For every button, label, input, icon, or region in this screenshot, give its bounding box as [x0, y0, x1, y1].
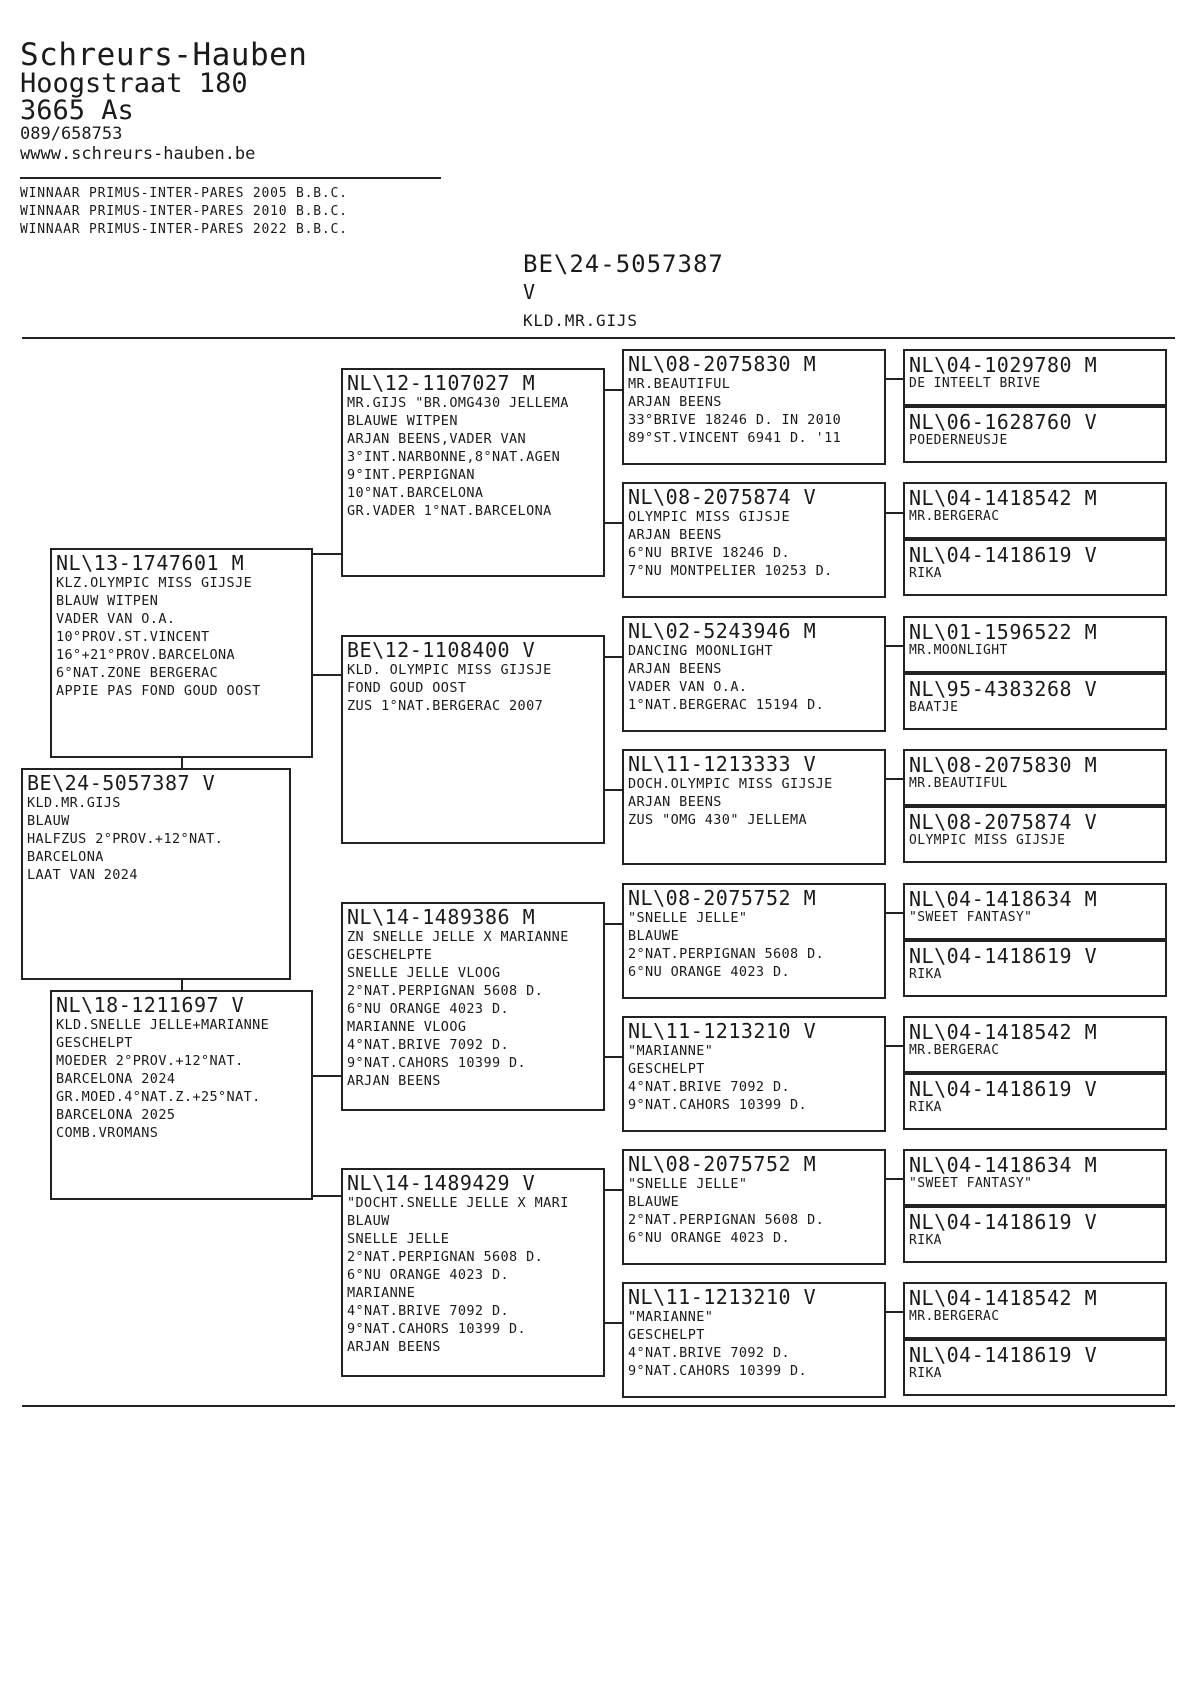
pedigree-line: 9°NAT.CAHORS 10399 D.	[347, 1321, 527, 1337]
pedigree-line: 4°NAT.BRIVE 7092 D.	[628, 1079, 791, 1095]
pedigree-line: 6°NAT.ZONE BERGERAC	[56, 665, 219, 681]
pedigree-line: 16°+21°PROV.BARCELONA	[56, 647, 236, 663]
header-rule	[20, 177, 441, 179]
connector-line	[603, 522, 623, 524]
pedigree-line: "SNELLE JELLE"	[628, 1176, 748, 1192]
award-line: WINNAAR PRIMUS-INTER-PARES 2010 B.B.C.	[20, 204, 348, 219]
pedigree-line: 2°NAT.PERPIGNAN 5608 D.	[628, 946, 825, 962]
breeder-name: Schreurs-Hauben	[20, 37, 308, 73]
awards-list	[20, 185, 348, 239]
pedigree-line: 4°NAT.BRIVE 7092 D.	[628, 1345, 791, 1361]
pedigree-line: "DOCHT.SNELLE JELLE X MARI	[347, 1195, 569, 1211]
pedigree-box-gen4	[903, 940, 1167, 997]
ring-number: NL\04-1418619 V	[909, 1343, 1098, 1367]
ring-number: NL\06-1628760 V	[909, 410, 1098, 434]
pedigree-line: FOND GOUD OOST	[347, 680, 467, 696]
connector-line	[885, 778, 905, 780]
pedigree-line: RIKA	[909, 1366, 942, 1381]
ring-number: NL\08-2075830 M	[909, 753, 1098, 777]
pedigree-box-gen4	[903, 1339, 1167, 1396]
pedigree-line: MR.BEAUTIFUL	[909, 776, 1008, 791]
pedigree-box-gen4	[903, 749, 1167, 806]
connector-line	[603, 1056, 623, 1058]
pedigree-box-gen4	[903, 673, 1167, 730]
pedigree-line: BLAUW	[347, 1213, 390, 1229]
pedigree-line: COMB.VROMANS	[56, 1125, 159, 1141]
pedigree-line: MR.MOONLIGHT	[909, 643, 1008, 658]
pedigree-line: ZUS 1°NAT.BERGERAC 2007	[347, 698, 544, 714]
ring-number: NL\01-1596522 M	[909, 620, 1098, 644]
connector-line	[885, 912, 905, 914]
pedigree-box-father	[50, 548, 313, 758]
pedigree-line: "SNELLE JELLE"	[628, 910, 748, 926]
pedigree-line: OLYMPIC MISS GIJSJE	[628, 509, 791, 525]
pedigree-line: RIKA	[909, 967, 942, 982]
ring-number: NL\14-1489386 M	[347, 905, 536, 929]
ring-number: NL\11-1213333 V	[628, 752, 817, 776]
pedigree-line: GESCHELPT	[628, 1327, 705, 1343]
pedigree-box-grandmother-maternal	[341, 1168, 605, 1377]
pedigree-box-mother	[50, 990, 313, 1200]
subject-sex: V	[523, 280, 536, 304]
pedigree-line: DE INTEELT BRIVE	[909, 376, 1041, 391]
pedigree-line: 10°PROV.ST.VINCENT	[56, 629, 210, 645]
ring-number: NL\95-4383268 V	[909, 677, 1098, 701]
ring-number: NL\04-1418619 V	[909, 1210, 1098, 1234]
pedigree-line: 33°BRIVE 18246 D. IN 2010	[628, 412, 842, 428]
pedigree-box-gen4	[903, 1282, 1167, 1339]
pedigree-line: 2°NAT.PERPIGNAN 5608 D.	[347, 983, 544, 999]
connector-line	[885, 1311, 905, 1313]
top-divider	[22, 337, 1175, 339]
connector-line	[885, 378, 905, 380]
pedigree-line: GESCHELPT	[56, 1035, 133, 1051]
ring-number: NL\18-1211697 V	[56, 993, 245, 1017]
pedigree-line: GESCHELPTE	[347, 947, 433, 963]
pedigree-line: BLAUWE WITPEN	[347, 413, 458, 429]
connector-line	[885, 1178, 905, 1180]
ring-number: NL\04-1418634 M	[909, 887, 1098, 911]
pedigree-line: 7°NU MONTPELIER 10253 D.	[628, 563, 833, 579]
pedigree-line: MARIANNE VLOOG	[347, 1019, 467, 1035]
award-line: WINNAAR PRIMUS-INTER-PARES 2005 B.B.C.	[20, 186, 348, 201]
pedigree-line: DOCH.OLYMPIC MISS GIJSJE	[628, 776, 833, 792]
ring-number: NL\04-1418634 M	[909, 1153, 1098, 1177]
pedigree-box-gen3	[622, 1016, 886, 1132]
pedigree-line: 2°NAT.PERPIGNAN 5608 D.	[628, 1212, 825, 1228]
pedigree-line: 6°NU BRIVE 18246 D.	[628, 545, 791, 561]
pedigree-line: SNELLE JELLE VLOOG	[347, 965, 501, 981]
bottom-divider	[22, 1405, 1175, 1407]
pedigree-line: VADER VAN O.A.	[56, 611, 176, 627]
pedigree-line: MR.GIJS "BR.OMG430 JELLEMA	[347, 395, 569, 411]
pedigree-line: 6°NU ORANGE 4023 D.	[628, 1230, 791, 1246]
pedigree-box-gen4	[903, 482, 1167, 539]
pedigree-line: "MARIANNE"	[628, 1309, 714, 1325]
award-line: WINNAAR PRIMUS-INTER-PARES 2022 B.B.C.	[20, 222, 348, 237]
pedigree-line: MR.BEAUTIFUL	[628, 376, 731, 392]
pedigree-line: GESCHELPT	[628, 1061, 705, 1077]
ring-number: NL\12-1107027 M	[347, 371, 536, 395]
pedigree-line: 4°NAT.BRIVE 7092 D.	[347, 1037, 510, 1053]
pedigree-line: ARJAN BEENS,VADER VAN	[347, 431, 527, 447]
connector-line	[311, 1195, 343, 1197]
ring-number: NL\08-2075874 V	[909, 810, 1098, 834]
pedigree-box-grandfather-paternal	[341, 368, 605, 577]
pedigree-line: 9°INT.PERPIGNAN	[347, 467, 475, 483]
pedigree-line: RIKA	[909, 1100, 942, 1115]
subject-name: KLD.MR.GIJS	[523, 311, 638, 330]
pedigree-line: ARJAN BEENS	[347, 1073, 441, 1089]
pedigree-line: BLAUW	[27, 813, 70, 829]
pedigree-line: BLAUWE	[628, 1194, 680, 1210]
pedigree-line: MR.BERGERAC	[909, 509, 1000, 524]
pedigree-line: 2°NAT.PERPIGNAN 5608 D.	[347, 1249, 544, 1265]
breeder-website: wwww.schreurs-hauben.be	[20, 144, 256, 164]
connector-line	[603, 656, 623, 658]
pedigree-line: ARJAN BEENS	[628, 394, 722, 410]
pedigree-line: MARIANNE	[347, 1285, 416, 1301]
ring-number: BE\24-5057387 V	[27, 771, 216, 795]
pedigree-line: "MARIANNE"	[628, 1043, 714, 1059]
breeder-header	[20, 37, 308, 164]
ring-number: NL\08-2075830 M	[628, 352, 817, 376]
connector-line	[885, 645, 905, 647]
pedigree-line: ARJAN BEENS	[628, 527, 722, 543]
connector-line	[181, 980, 183, 990]
pedigree-box-gen4	[903, 406, 1167, 463]
pedigree-box-pigeon	[21, 768, 291, 980]
pedigree-line: RIKA	[909, 566, 942, 581]
pedigree-line: APPIE PAS FOND GOUD OOST	[56, 683, 261, 699]
pedigree-line: ARJAN BEENS	[628, 794, 722, 810]
pedigree-line: ZN SNELLE JELLE X MARIANNE	[347, 929, 569, 945]
connector-line	[311, 1075, 343, 1077]
pedigree-box-gen3	[622, 749, 886, 865]
ring-number: NL\11-1213210 V	[628, 1019, 817, 1043]
pedigree-line: KLZ.OLYMPIC MISS GIJSJE	[56, 575, 253, 591]
pedigree-box-gen3	[622, 1149, 886, 1265]
ring-number: NL\04-1029780 M	[909, 353, 1098, 377]
pedigree-line: 9°NAT.CAHORS 10399 D.	[628, 1097, 808, 1113]
pedigree-line: BARCELONA	[27, 849, 104, 865]
pedigree-line: KLD.MR.GIJS	[27, 795, 121, 811]
connector-line	[311, 674, 343, 676]
pedigree-line: MR.BERGERAC	[909, 1309, 1000, 1324]
subject-ring: BE\24-5057387	[523, 250, 724, 278]
pedigree-line: MR.BERGERAC	[909, 1043, 1000, 1058]
pedigree-box-gen4	[903, 883, 1167, 940]
breeder-street: Hoogstraat 180	[20, 68, 248, 99]
connector-line	[603, 1189, 623, 1191]
ring-number: NL\04-1418619 V	[909, 1077, 1098, 1101]
pedigree-line: LAAT VAN 2024	[27, 867, 138, 883]
pedigree-line: 6°NU ORANGE 4023 D.	[347, 1001, 510, 1017]
pedigree-box-grandmother-paternal	[341, 635, 605, 844]
pedigree-line: HALFZUS 2°PROV.+12°NAT.	[27, 831, 224, 847]
pedigree-line: RIKA	[909, 1233, 942, 1248]
pedigree-box-gen4	[903, 806, 1167, 863]
ring-number: NL\08-2075874 V	[628, 485, 817, 509]
pedigree-line: BARCELONA 2024	[56, 1071, 176, 1087]
breeder-city: 3665 As	[20, 95, 134, 126]
pedigree-line: 3°INT.NARBONNE,8°NAT.AGEN	[347, 449, 561, 465]
ring-number: NL\04-1418619 V	[909, 944, 1098, 968]
pedigree-box-gen3	[622, 1282, 886, 1398]
pedigree-box-gen4	[903, 539, 1167, 596]
pedigree-line: 1°NAT.BERGERAC 15194 D.	[628, 697, 825, 713]
pedigree-line: KLD.SNELLE JELLE+MARIANNE	[56, 1017, 270, 1033]
pedigree-box-gen4	[903, 349, 1167, 406]
pedigree-line: BAATJE	[909, 700, 959, 715]
pedigree-line: KLD. OLYMPIC MISS GIJSJE	[347, 662, 552, 678]
ring-number: NL\14-1489429 V	[347, 1171, 536, 1195]
ring-number: NL\11-1213210 V	[628, 1285, 817, 1309]
pedigree-box-gen4	[903, 1206, 1167, 1263]
ring-number: NL\04-1418542 M	[909, 1020, 1098, 1044]
connector-line	[885, 512, 905, 514]
ring-number: NL\04-1418542 M	[909, 486, 1098, 510]
pedigree-box-gen3	[622, 616, 886, 732]
ring-number: NL\08-2075752 M	[628, 886, 817, 910]
pedigree-line: POEDERNEUSJE	[909, 433, 1008, 448]
pedigree-line: 10°NAT.BARCELONA	[347, 485, 484, 501]
pedigree-line: ARJAN BEENS	[628, 661, 722, 677]
pedigree-line: GR.MOED.4°NAT.Z.+25°NAT.	[56, 1089, 261, 1105]
pedigree-box-gen3	[622, 883, 886, 999]
ring-number: NL\08-2075752 M	[628, 1152, 817, 1176]
connector-line	[885, 1045, 905, 1047]
ring-number: NL\02-5243946 M	[628, 619, 817, 643]
connector-line	[603, 389, 623, 391]
pedigree-line: GR.VADER 1°NAT.BARCELONA	[347, 503, 552, 519]
ring-number: BE\12-1108400 V	[347, 638, 536, 662]
pedigree-line: DANCING MOONLIGHT	[628, 643, 773, 659]
pedigree-line: OLYMPIC MISS GIJSJE	[909, 833, 1066, 848]
pedigree-line: "SWEET FANTASY"	[909, 910, 1033, 925]
pedigree-line: ZUS "OMG 430" JELLEMA	[628, 812, 808, 828]
connector-line	[603, 789, 623, 791]
ring-number: NL\04-1418542 M	[909, 1286, 1098, 1310]
subject-block	[523, 250, 724, 336]
ring-number: NL\04-1418619 V	[909, 543, 1098, 567]
breeder-phone: 089/658753	[20, 124, 123, 144]
connector-line	[603, 923, 623, 925]
connector-line	[603, 1322, 623, 1324]
pedigree-line: 6°NU ORANGE 4023 D.	[628, 964, 791, 980]
pedigree-line: BLAUWE	[628, 928, 680, 944]
pedigree-box-gen3	[622, 482, 886, 598]
pedigree-line: BARCELONA 2025	[56, 1107, 176, 1123]
pedigree-line: 9°NAT.CAHORS 10399 D.	[347, 1055, 527, 1071]
pedigree-line: MOEDER 2°PROV.+12°NAT.	[56, 1053, 244, 1069]
pedigree-box-gen4	[903, 1149, 1167, 1206]
pedigree-line: "SWEET FANTASY"	[909, 1176, 1033, 1191]
pedigree-line: 9°NAT.CAHORS 10399 D.	[628, 1363, 808, 1379]
pedigree-line: 89°ST.VINCENT 6941 D. '11	[628, 430, 842, 446]
pedigree-line: 6°NU ORANGE 4023 D.	[347, 1267, 510, 1283]
pedigree-line: BLAUW WITPEN	[56, 593, 159, 609]
pedigree-line: 4°NAT.BRIVE 7092 D.	[347, 1303, 510, 1319]
connector-line	[311, 553, 343, 555]
ring-number: NL\13-1747601 M	[56, 551, 245, 575]
pedigree-box-gen4	[903, 1073, 1167, 1130]
pedigree-box-gen4	[903, 616, 1167, 673]
pedigree-line: ARJAN BEENS	[347, 1339, 441, 1355]
pedigree-box-gen4	[903, 1016, 1167, 1073]
pedigree-box-gen3	[622, 349, 886, 465]
pedigree-line: VADER VAN O.A.	[628, 679, 748, 695]
pedigree-box-grandfather-maternal	[341, 902, 605, 1111]
pedigree-line: SNELLE JELLE	[347, 1231, 450, 1247]
